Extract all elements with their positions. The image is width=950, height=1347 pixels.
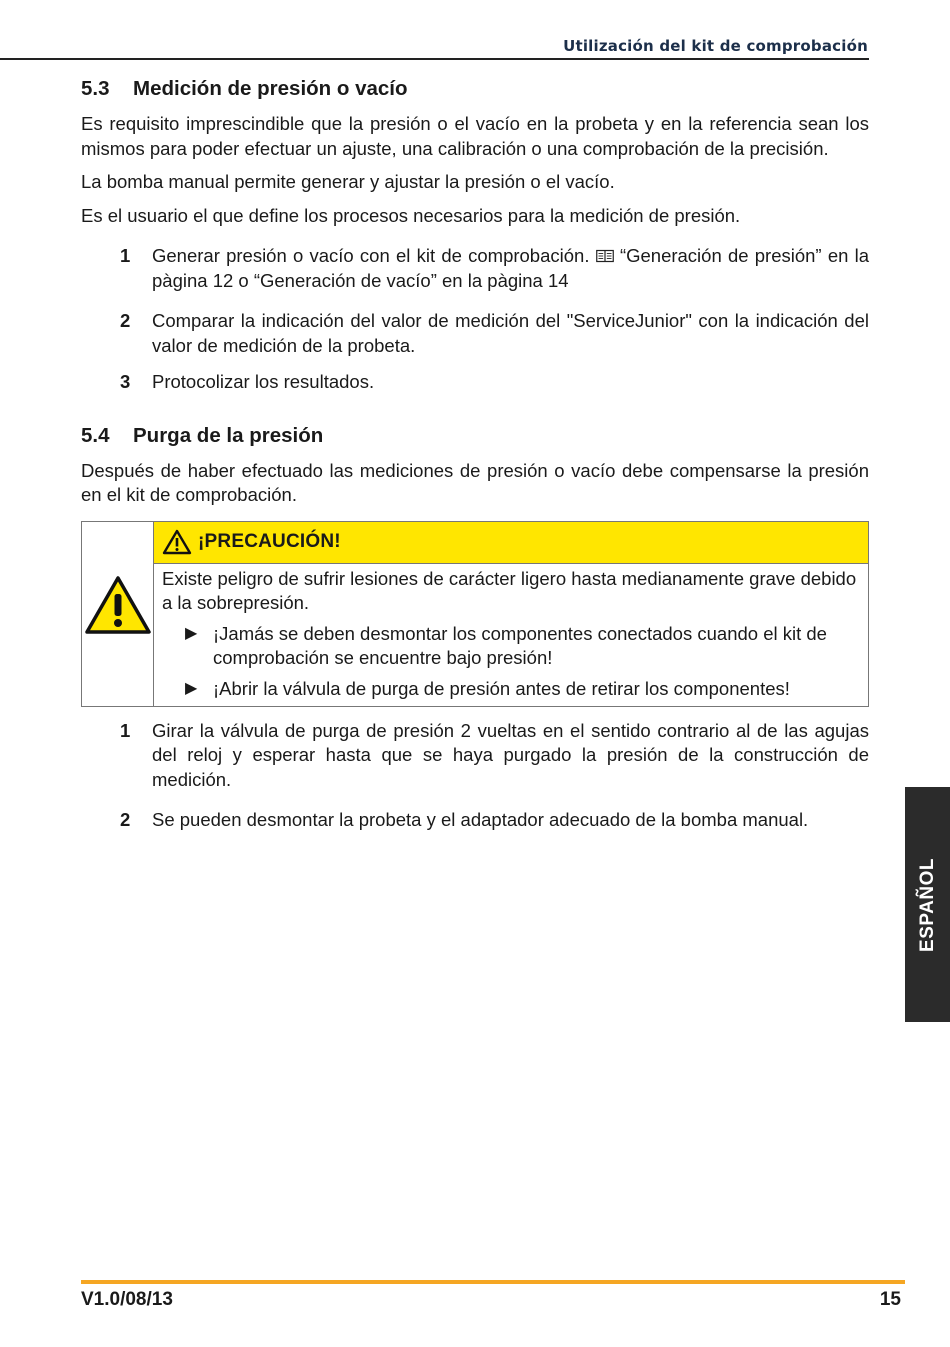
footer-rule bbox=[81, 1280, 905, 1284]
section-number: 5.3 bbox=[81, 77, 110, 100]
step-number: 1 bbox=[120, 245, 131, 266]
paragraph: Después de haber efectuado las mediciones de presión o vacío debe compensarse la presión en el kit de comprobación. bbox=[81, 459, 869, 505]
step-list bbox=[120, 719, 869, 833]
bullet-triangle-icon: ▶ bbox=[185, 679, 198, 697]
step-item bbox=[120, 370, 869, 395]
header-rule bbox=[0, 58, 869, 60]
bullet-text: ¡Jamás se deben desmontar los componentes conectados cuando el kit de comprobación se encuentre bajo presión! bbox=[213, 622, 827, 668]
step-number: 3 bbox=[120, 371, 131, 392]
step-item bbox=[120, 244, 869, 293]
step-text: Comparar la indicación del valor de medición del "ServiceJunior" con la indicación del valor de medición de la probeta. bbox=[152, 310, 869, 356]
language-label: ESPAÑOL bbox=[916, 857, 938, 952]
step-item bbox=[120, 808, 869, 833]
step-text: Se pueden desmontar la probeta y el adaptador adecuado de la bomba manual. bbox=[152, 809, 809, 830]
caution-header-bar bbox=[154, 522, 868, 564]
section-heading-5-3 bbox=[81, 74, 869, 104]
caution-body bbox=[154, 564, 868, 702]
paragraph: La bomba manual permite generar y ajustar la presión o el vacío. bbox=[81, 171, 615, 192]
page-number: 15 bbox=[879, 1289, 901, 1310]
step-number: 2 bbox=[120, 310, 131, 331]
step-item bbox=[120, 309, 869, 358]
step-item bbox=[120, 719, 869, 793]
step-text bbox=[152, 244, 869, 293]
warning-icon bbox=[162, 529, 192, 555]
section-heading-5-4 bbox=[81, 421, 869, 451]
section-number: 5.4 bbox=[81, 423, 110, 447]
paragraph: Es requisito imprescindible que la presión o el vacío en la probeta y en la referencia sean los mismos para poder efectuar un ajuste, una calibración o una comprobación de la precisión. bbox=[81, 113, 869, 159]
footer-version: V1.0/08/13 bbox=[81, 1289, 173, 1310]
step-text-part: Generar presión o vacío con el kit de comprobación. bbox=[152, 245, 590, 266]
step-number: 2 bbox=[120, 809, 131, 830]
step-number: 1 bbox=[120, 719, 131, 741]
step-text: Protocolizar los resultados. bbox=[152, 371, 375, 392]
caution-text: Existe peligro de sufrir lesiones de carácter ligero hasta medianamente grave debido a la sobrepresión. bbox=[162, 567, 857, 613]
step-list bbox=[120, 244, 869, 395]
caution-box bbox=[81, 521, 869, 707]
step-text: Girar la válvula de purga de presión 2 vueltas en el sentido contrario al de las agujas del reloj y esperar hasta que se haya purgado la presión de la construcción de medición. bbox=[152, 719, 869, 790]
section-title: Medición de presión o vacío bbox=[133, 77, 408, 100]
caution-bullet bbox=[185, 677, 860, 702]
language-side-tab bbox=[905, 787, 950, 1022]
caution-label: ¡PRECAUCIÓN! bbox=[198, 531, 341, 552]
bullet-triangle-icon: ▶ bbox=[185, 624, 198, 642]
caution-content bbox=[154, 522, 868, 706]
warning-triangle-icon bbox=[85, 576, 151, 634]
section-title: Purga de la presión bbox=[133, 423, 324, 447]
book-icon bbox=[596, 249, 614, 263]
caution-bullet bbox=[185, 622, 860, 671]
cross-reference-link[interactable]: “Generación de presión” en la pàgina 12 o “Generación de vacío” en la pàgina 14 bbox=[152, 245, 870, 291]
bullet-text: ¡Abrir la válvula de purga de presión antes de retirar los componentes! bbox=[213, 677, 790, 699]
caution-icon-cell bbox=[82, 522, 154, 706]
page-header-title: Utilización del kit de comprobación bbox=[563, 37, 868, 55]
paragraph: Es el usuario el que define los procesos necesarios para la medición de presión. bbox=[81, 204, 741, 226]
page-content bbox=[81, 74, 869, 833]
